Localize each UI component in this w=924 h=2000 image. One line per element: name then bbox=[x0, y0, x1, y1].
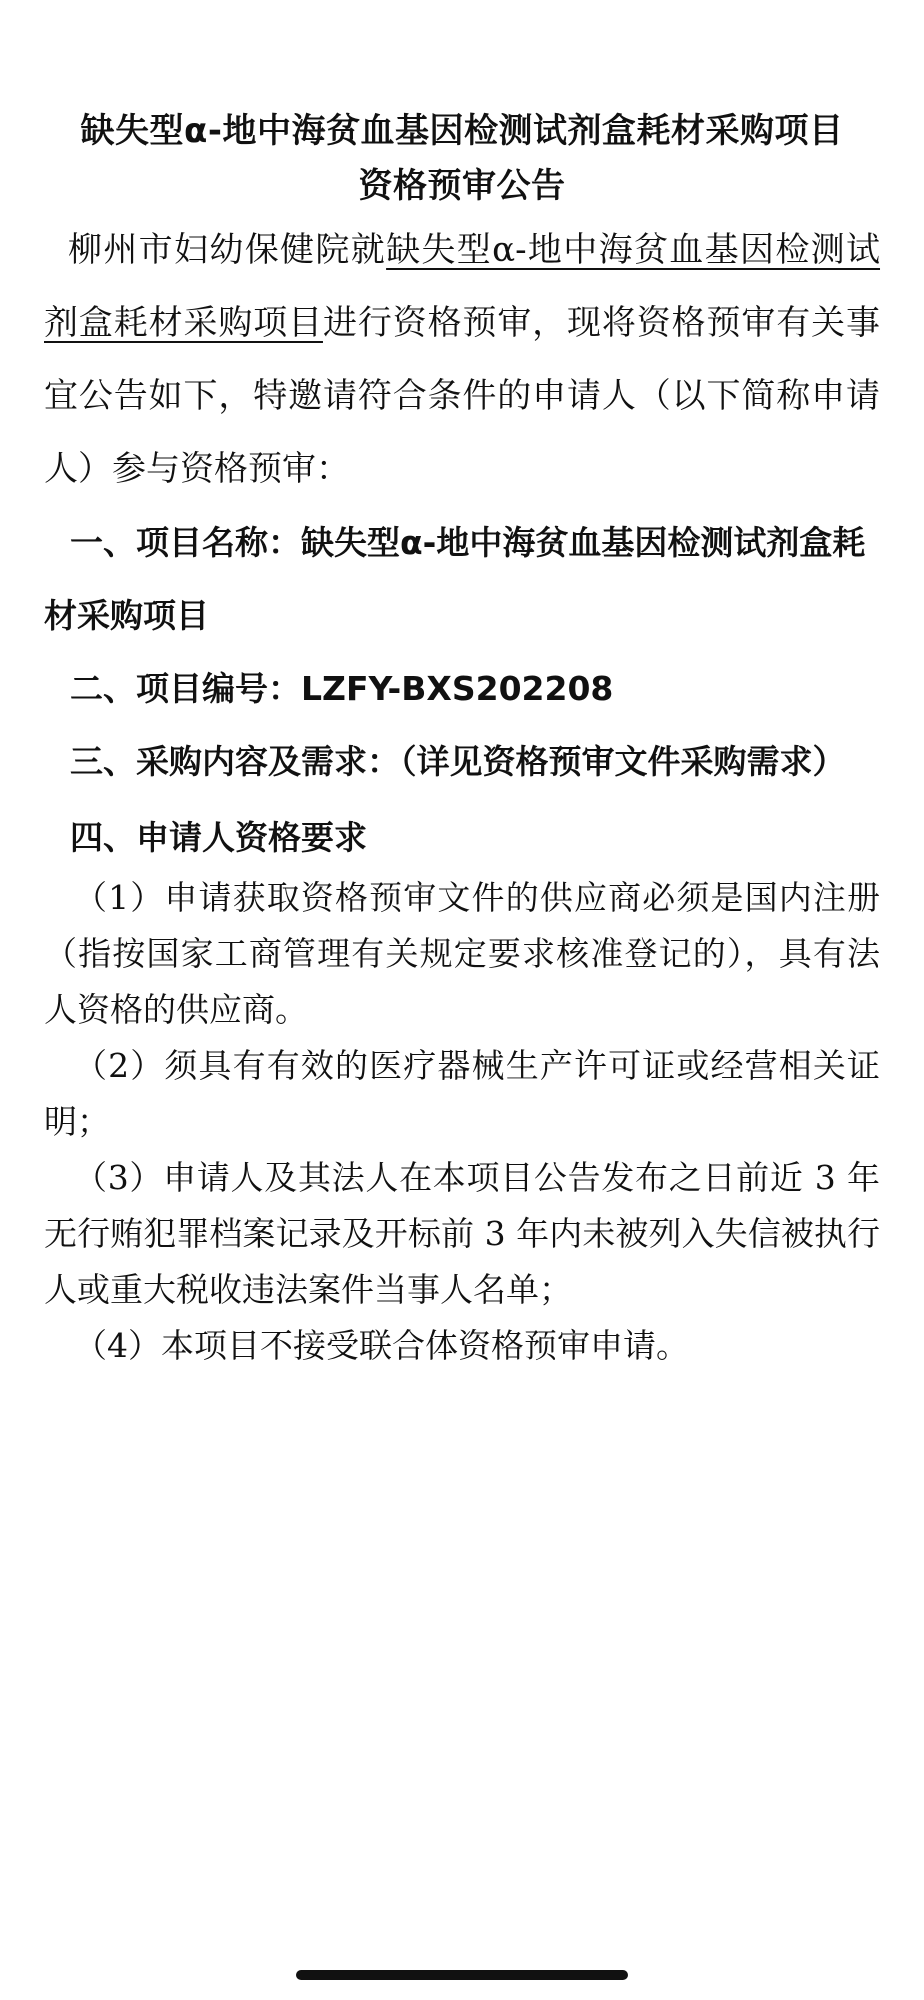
section-project-number: 二、项目编号：LZFY-BXS202208 bbox=[70, 669, 614, 708]
requirement-item-2: （2）须具有有效的医疗器械生产许可证或经营相关证明； bbox=[44, 1046, 880, 1141]
intro-prefix: 柳州市妇幼保健院就 bbox=[68, 230, 387, 270]
requirement-item-3: （3）申请人及其法人在本项目公告发布之日前近 3 年无行贿犯罪档案记录及开标前 3 年内未被列入失信被执行人或重大税收违法案件当事人名单； bbox=[44, 1158, 880, 1309]
requirement-item-1: （1）申请获取资格预审文件的供应商必须是国内注册（指按国家工商管理有关规定要求核准登记的），具有法人资格的供应商。 bbox=[44, 878, 880, 1029]
home-indicator[interactable] bbox=[296, 1970, 628, 1980]
section-project-name: 一、项目名称：缺失型α-地中海贫血基因检测试剂盒耗材采购项目 bbox=[44, 523, 866, 635]
requirement-item-4: （4）本项目不接受联合体资格预审申请。 bbox=[74, 1326, 689, 1365]
title-line-1: 缺失型α-地中海贫血基因检测试剂盒耗材采购项目 bbox=[80, 111, 844, 151]
project-name-reference: 缺失型α-地中海贫血基因检测试剂盒耗材采购项目 bbox=[44, 230, 881, 343]
announcement-title bbox=[44, 104, 880, 214]
title-line-2: 资格预审公告 bbox=[358, 166, 566, 206]
section-applicant-requirements: 四、申请人资格要求 bbox=[70, 818, 367, 857]
announcement-document bbox=[44, 104, 880, 1374]
intro-suffix: 进行资格预审，现将资格预审有关事宜公告如下，特邀请符合条件的申请人（以下简称申请人）参与资格预审： bbox=[44, 303, 881, 489]
intro-paragraph bbox=[44, 214, 880, 506]
section-procurement-content: 三、采购内容及需求：（详见资格预审文件采购需求） bbox=[70, 742, 846, 781]
